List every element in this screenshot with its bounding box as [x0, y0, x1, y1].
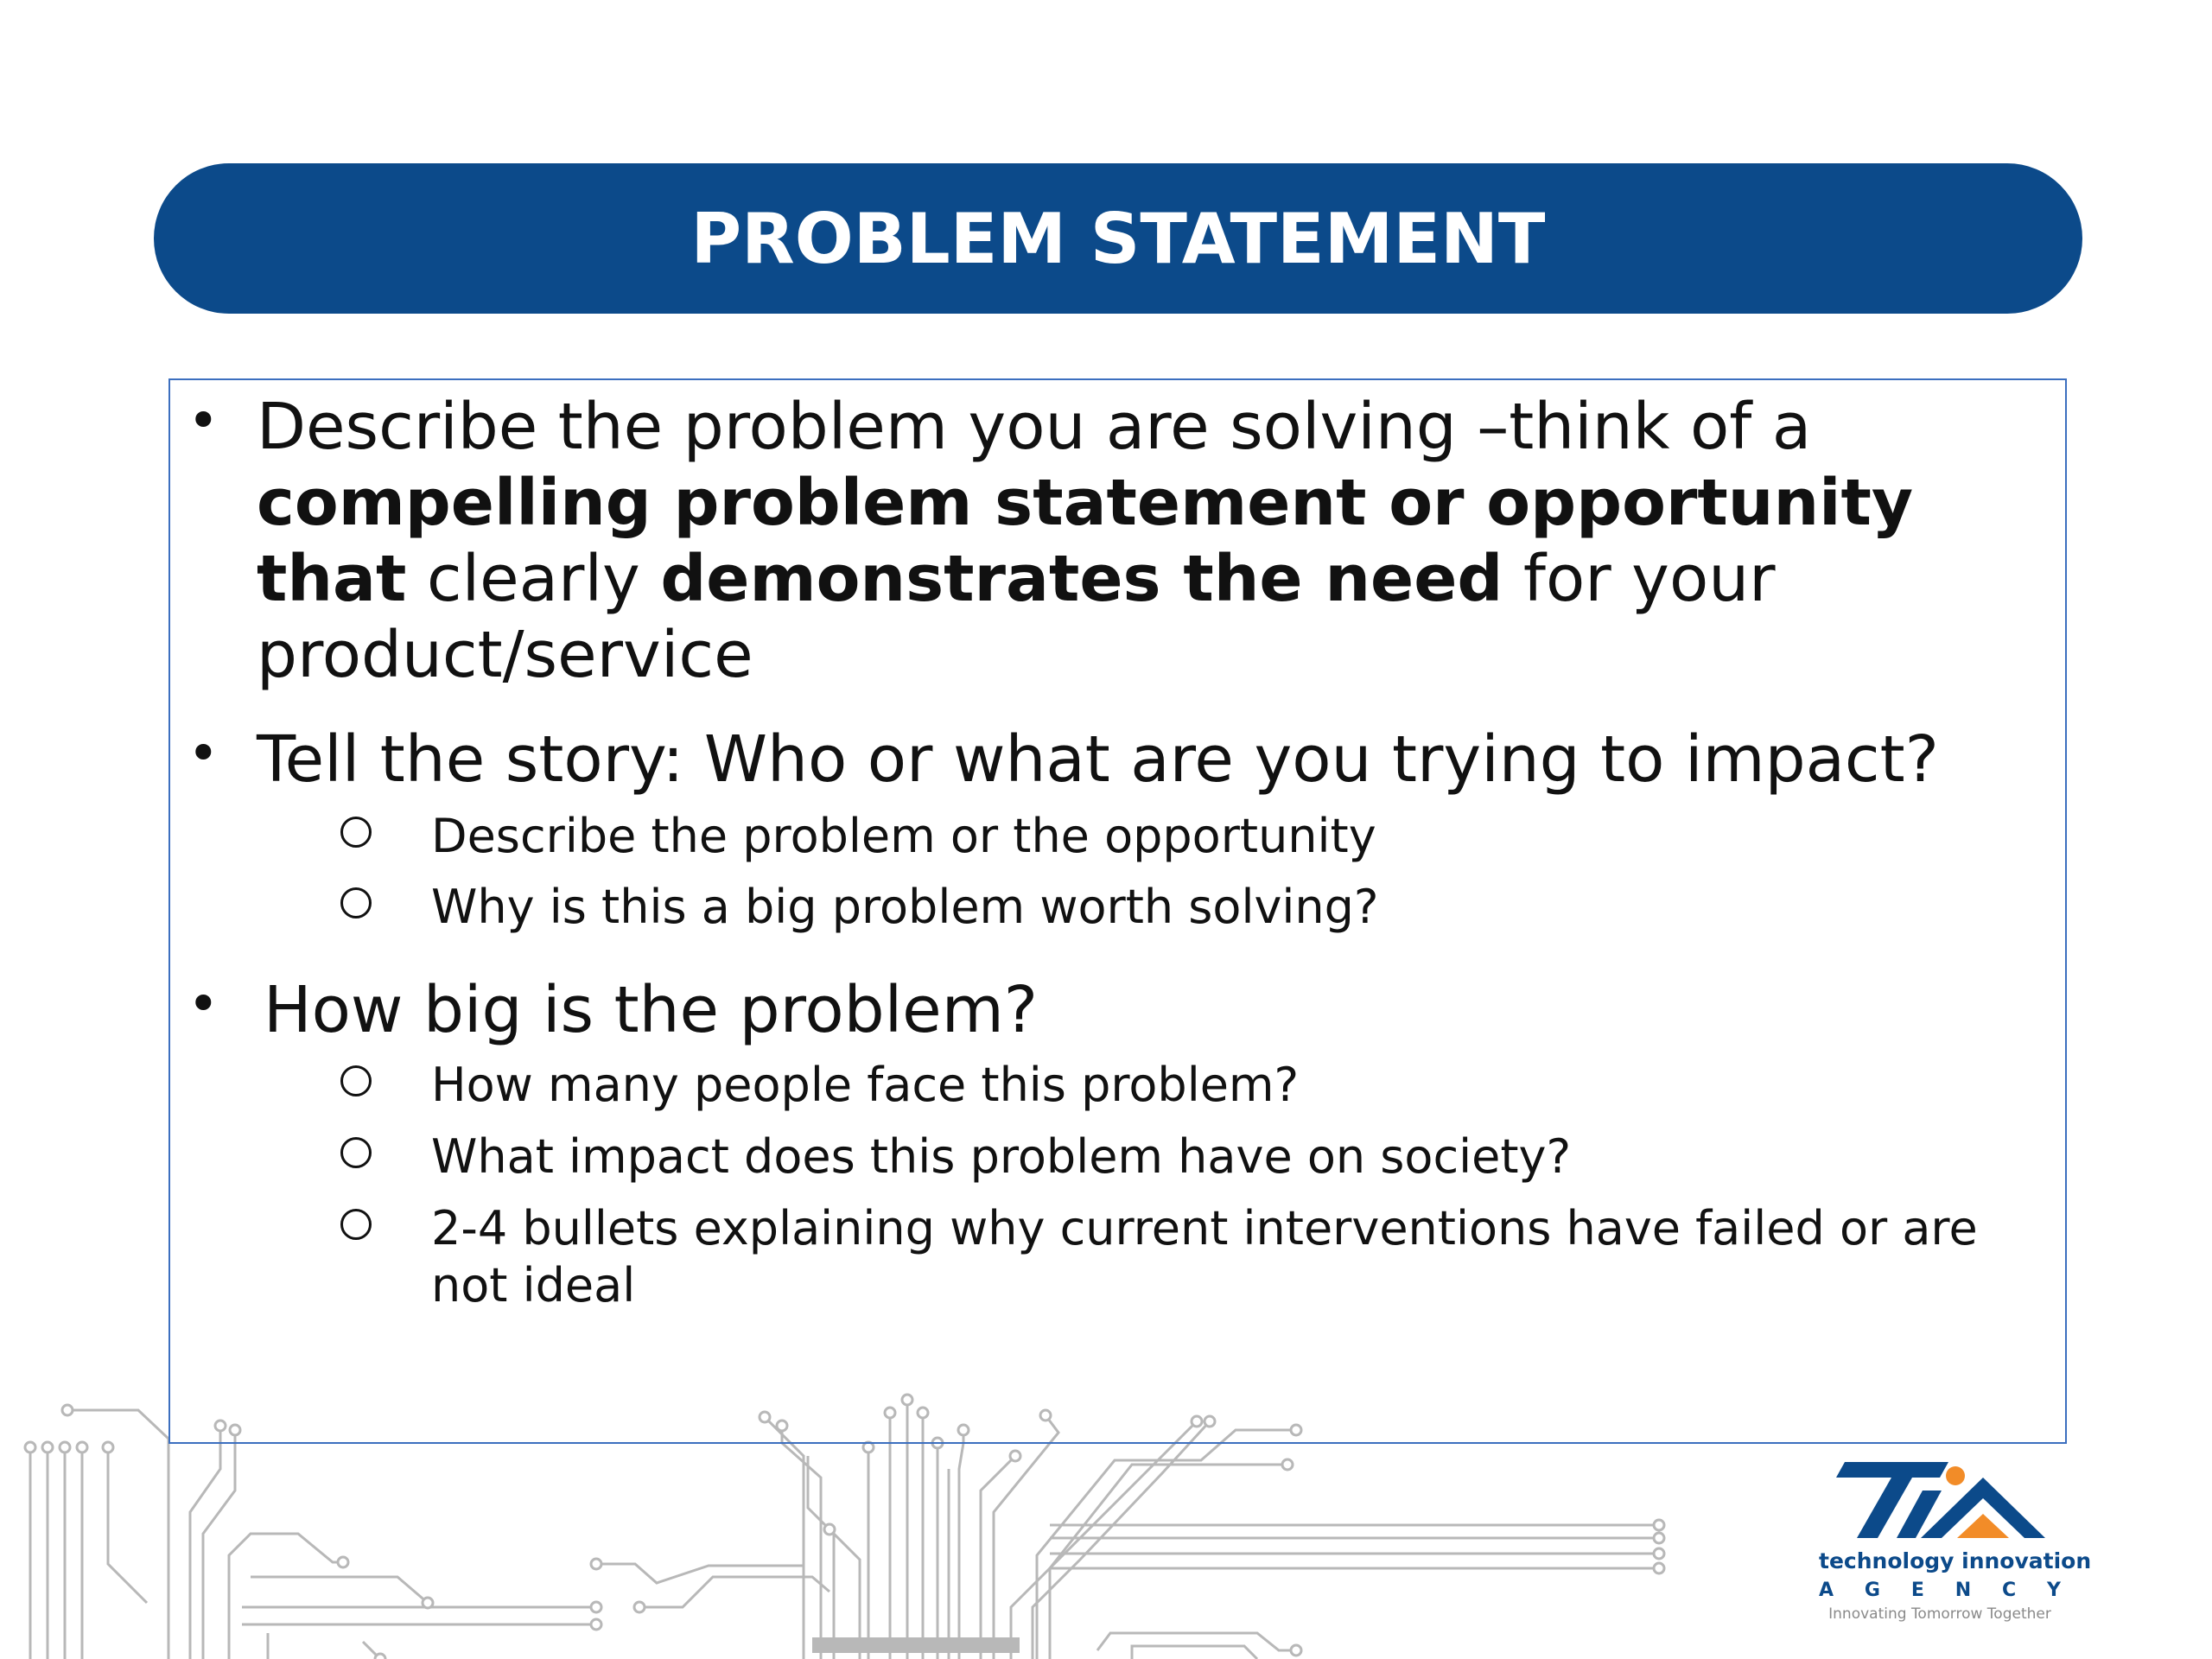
bullet-tell-story [188, 721, 2071, 798]
bullet-segment: for your product/service [257, 542, 1776, 692]
bullet-how-big [188, 972, 2078, 1048]
bullet-segment: clearly [406, 542, 661, 616]
logo-agency [1819, 1580, 2061, 1601]
bullet-segment-bold: demonstrates the need [660, 542, 1503, 616]
sub-bullet-text: Why is this a big problem worth solving? [431, 880, 1379, 934]
sub-bullet-ring-icon [340, 817, 372, 848]
bullet-list [170, 380, 2065, 1442]
logo-agency-letter: E [1910, 1580, 1924, 1601]
bullet-segment: Describe the problem you are solving –think of a [257, 390, 1812, 464]
logo-agency-letter: N [1955, 1580, 1972, 1601]
logo-agency-letter: C [2001, 1580, 2017, 1601]
bullet-dot: • [188, 972, 219, 1035]
sub-bullet-text: Describe the problem or the opportunity [431, 809, 1376, 863]
sub-bullet-ring-icon [340, 1065, 372, 1096]
bullet-segment-bold: compelling problem statement or opportunity that [257, 466, 1914, 616]
sub-bullet-ring-icon [340, 887, 372, 918]
logo-wordmark: technology innovation [1819, 1548, 2092, 1573]
bullet-dot: • [188, 389, 219, 452]
content-box [168, 378, 2067, 1444]
title-banner [154, 163, 2082, 314]
tia-logo [1819, 1452, 2092, 1624]
sub-bullet-how-many [431, 1057, 2056, 1114]
bullet-text: Tell the story: Who or what are you trying to impact? [257, 722, 1939, 797]
logo-tagline: Innovating Tomorrow Together [1828, 1605, 2051, 1623]
sub-bullet-ring-icon [340, 1137, 372, 1168]
sub-bullet-impact-society [431, 1128, 2056, 1185]
bullet-text: How big is the problem? [264, 973, 1039, 1047]
tia-logo-mark-icon [1819, 1452, 2061, 1547]
slide-title: PROBLEM STATEMENT [690, 198, 1546, 279]
sub-bullet-text: What impact does this problem have on society? [431, 1129, 1572, 1184]
sub-bullet-worth-solving [431, 879, 2056, 936]
sub-bullet-text: How many people face this problem? [431, 1058, 1300, 1112]
sub-bullet-interventions [431, 1200, 2056, 1314]
bullet-dot: • [188, 721, 219, 785]
bullet-describe-problem [188, 389, 2071, 693]
logo-agency-letter: Y [2047, 1580, 2061, 1601]
sub-bullet-text: 2-4 bullets explaining why current interventions have failed or are not ideal [431, 1201, 1978, 1313]
sub-bullet-describe-opportunity [431, 808, 2056, 865]
sub-bullet-ring-icon [340, 1209, 372, 1240]
logo-agency-letter: A [1819, 1580, 1834, 1601]
bullet-text [257, 389, 2071, 693]
logo-agency-letter: G [1864, 1580, 1880, 1601]
